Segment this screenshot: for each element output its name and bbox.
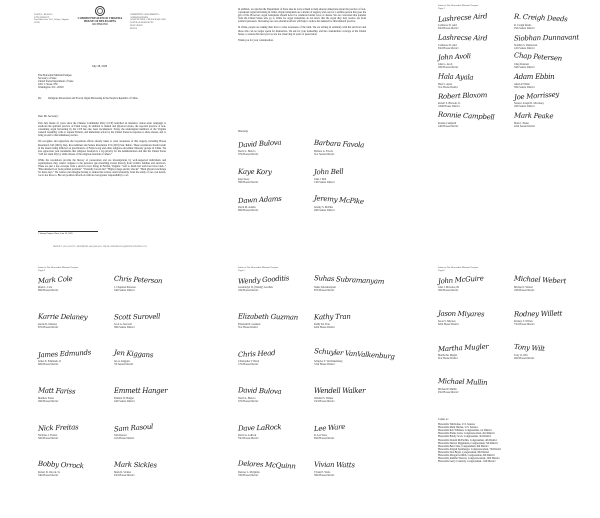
signer-district: 11th House District bbox=[114, 437, 135, 440]
signer-district: 91st House District bbox=[438, 357, 459, 360]
letter-body bbox=[38, 122, 166, 178]
letter-date: July 28, 2020 bbox=[92, 65, 108, 68]
signer-name: Gwendolyn W. (Wendy) Gooditis bbox=[238, 286, 273, 289]
paragraph: This July marks 21 years since the Chinese Communist Party (CCP) launched an intensive, nation-wide campaign to eradicate the spiritual practice of Falun Gong. In addition to mental and physical torture, the reported practice of non-consenting organ harvesting by the CCP has also been documented. Today, the undersigned members of the Virginia General Assembly write to request Federal, and immediate action by the United States in response to these abuses, and to bring an end to this inhumane practice. bbox=[38, 122, 166, 138]
handwritten-signature: Chap Petersen bbox=[513, 51, 563, 63]
signer-district: 72nd House District bbox=[314, 363, 335, 366]
virginia-seal-inner bbox=[97, 8, 103, 14]
signer-name: Barbara A. Favola bbox=[314, 150, 333, 153]
page-number: Page 4 bbox=[38, 268, 45, 272]
signer-district: 16th Senate District bbox=[514, 105, 535, 108]
copy-recipient: Honorable Elaine Luria, Congresswoman, 2nd District bbox=[438, 432, 495, 436]
sender-block bbox=[34, 14, 72, 25]
signer-name: Senator Joseph D. Morrissey bbox=[514, 102, 544, 105]
page-header-title: Letter to The Honorable Michael Pompeo bbox=[238, 266, 279, 269]
signer-name: Michael J. Webert bbox=[514, 286, 533, 289]
page-number: Page 6 bbox=[438, 268, 445, 272]
signer-district: 37th House District bbox=[238, 153, 259, 156]
signer-name: Tony O. Wilt bbox=[514, 354, 528, 357]
signer-district: 13th Senate District bbox=[314, 181, 335, 184]
handwritten-signature: Jen Kiggans bbox=[113, 348, 154, 360]
handwritten-signature: John Avoli bbox=[437, 52, 471, 62]
signer-district: 36th Senate District bbox=[114, 326, 135, 329]
committee-item: APPROPRIATIONS bbox=[130, 16, 149, 19]
recipient-address bbox=[38, 74, 168, 89]
page-header bbox=[238, 267, 278, 273]
paragraph: Thank you for your consideration. bbox=[238, 38, 274, 42]
page-header bbox=[38, 267, 78, 273]
handwritten-signature: Chris Head bbox=[237, 349, 276, 359]
handwritten-signature: R. Creigh Deeds bbox=[513, 12, 568, 24]
subject-line bbox=[38, 97, 168, 100]
handwritten-signature: John McGuire bbox=[437, 274, 484, 286]
paragraph: In addition, we ask that the Department of State take its tools at hand to help educate Americans about the practice of non-consensual organ harvesting in China. Organ transplants are a matter of urgency and care for a selfless person that goes the gift of life. However, organ transplants should never be conducted under force or duress. We are concerned that patients from the United States who go to China for organ transplants do not know that the organ they may receive are from political prisoners. Increasing our own education efforts will help to reduce the demand for this immoral practice. bbox=[238, 8, 366, 24]
signer-name: David L. Bulova bbox=[238, 397, 256, 400]
footnote: 1 Wormy Pompeo Tours, June 16, 2020 bbox=[38, 231, 98, 235]
subject-label: Re: bbox=[38, 97, 42, 100]
signer-name: Vivian E. Watts bbox=[314, 471, 331, 474]
signer-district: 7th Senate District bbox=[114, 363, 134, 366]
copy-recipient: Honorable Gerry Connolly, Congressman, 11th District bbox=[438, 460, 496, 464]
handwritten-signature: Jason Miyares bbox=[437, 309, 485, 319]
subject-text: Religious Persecution and Forced Organ Harvesting in the People's Republic of China bbox=[48, 97, 138, 100]
signer-district: 17th House District bbox=[238, 363, 259, 366]
signer-district: 100th House District bbox=[438, 105, 460, 108]
signer-district: 51st House District bbox=[438, 85, 459, 89]
handwritten-signature: Mark Sickles bbox=[113, 460, 157, 470]
signer-name: David A. LaRock bbox=[238, 434, 257, 437]
recipient-line: Secretary of State bbox=[38, 77, 57, 81]
signer-name: Elizabeth R. Guzman bbox=[238, 323, 261, 326]
recipient-line: Washington, D.C. 20520 bbox=[38, 86, 64, 90]
signer-name: Mark L. Cole bbox=[38, 286, 53, 289]
signer-district: 43rd House District bbox=[114, 474, 135, 477]
handwritten-signature: Michael Mullin bbox=[437, 377, 488, 387]
handwritten-signature: Bobby Orrock bbox=[37, 459, 84, 471]
recipient-line: United States Department of State bbox=[38, 80, 74, 84]
copies-entries bbox=[438, 423, 578, 463]
handwritten-signature: Dawn Adams bbox=[237, 194, 282, 206]
signer-district: 70th House District bbox=[238, 474, 259, 477]
committee-item: AGRICULTURE, CHESAPEAKE AND NATURAL RESOURCES bbox=[130, 19, 166, 25]
page-number: Page 5 bbox=[238, 268, 245, 272]
signer-district: 31st House District bbox=[238, 326, 259, 329]
copy-recipient: Honorable Ben Cline, Congressman, 6th District bbox=[438, 444, 489, 448]
signer-district: 88th House District bbox=[38, 289, 59, 292]
paragraph: In China, people are risking their lives to raise awareness of the truth. We are writing in solidarity with the survivors and those who can no longer speak for themselves. We ask for your leadership, and the considerable coverage of the United States, to ensure that next year we are not observing 22 years of persecution. bbox=[238, 26, 366, 36]
handwritten-signature: Kaye Kory bbox=[237, 167, 272, 177]
signer-name: John G. Avoli bbox=[438, 63, 453, 66]
handwritten-signature: Vivian Watts bbox=[313, 460, 355, 470]
copy-recipient: Honorable Rob Wittman, Congressman, 1st District bbox=[438, 429, 492, 433]
page-header bbox=[438, 267, 478, 273]
handwritten-signature: Mark Peake bbox=[513, 111, 554, 120]
handwritten-signature: Emmett Hanger bbox=[114, 387, 168, 395]
signer-name: Suhas Subramanyam bbox=[314, 286, 336, 289]
committee-item: RULES bbox=[130, 27, 137, 30]
letterhead-house: HOUSE OF DELEGATES bbox=[84, 20, 116, 24]
signer-district: 34th Senate District bbox=[114, 289, 135, 292]
handwritten-signature: Sam Rasoul bbox=[113, 422, 154, 434]
closing: Sincerely, bbox=[238, 130, 249, 133]
signer-name: Nicholas J. Freitas bbox=[38, 434, 58, 437]
letter-page-4 bbox=[2, 264, 198, 516]
letter-body bbox=[238, 8, 366, 42]
handwritten-signature: David Bulova bbox=[237, 386, 282, 396]
handwritten-signature: Kathy Tran bbox=[313, 312, 351, 322]
signer-district: 30th Senate District bbox=[514, 85, 535, 89]
letter-page-1 bbox=[2, 2, 198, 254]
signer-name: James E. Edmunds, II bbox=[38, 360, 61, 363]
letter-page-3 bbox=[402, 2, 598, 254]
signer-district: 63rd House District bbox=[438, 46, 459, 50]
signer-name: Mark D. Sickles bbox=[114, 471, 131, 474]
handwritten-signature: Wendell Walker bbox=[314, 387, 366, 395]
signer-name: Matthew Fariss bbox=[38, 397, 55, 400]
handwritten-signature: Joe Morrissey bbox=[513, 90, 560, 102]
handwritten-signature: Tony Wilt bbox=[513, 342, 545, 354]
signer-name: John J. McGuire, III bbox=[438, 286, 460, 289]
signer-district: 24th House District bbox=[438, 124, 459, 128]
page-header-title: Letter to The Honorable Michael Pompeo bbox=[438, 4, 479, 7]
copy-recipient: Honorable Denver Riggleman, Congressman, 5th District bbox=[438, 441, 498, 445]
paragraph: We recognize and appreciate the bi-partisan efforts already taken to raise awareness of this tragedy, including House Resolution 343 (2016), Rep. Ros-Lehtinen and Senate Resolution 274 (2019) Sen. Rubio. These resolutions should result in the fastest being inflicted on practitioners of Falun Gong and other religious and ethnic minority groups in China. We also appreciate your statements that religious freedom is a top priority for the Administration and that the United States "will not stand idly by while abuses of the religious freedom of others." bbox=[38, 140, 166, 156]
signer-district: 68th House District bbox=[238, 209, 259, 212]
copy-recipient: Honorable Donald McEachin, Congressman, 4th District bbox=[438, 438, 497, 442]
handwritten-signature: Suhas Subramanyam bbox=[313, 274, 385, 286]
handwritten-signature: Martha Mugler bbox=[437, 342, 489, 354]
recipient-line: The Honorable Michael Pompeo bbox=[38, 74, 72, 77]
signer-name: Jeremy S. McPike bbox=[314, 206, 333, 209]
copy-recipient: Honorable Tim Kaine, U.S. Senator bbox=[438, 423, 476, 427]
signer-name: David L. Bulova bbox=[238, 150, 256, 153]
recipient-line: 2201 C Street, NW bbox=[38, 83, 58, 87]
signer-name: R. Creigh Deeds bbox=[514, 24, 532, 27]
signer-name: R. Lee Ware bbox=[314, 434, 327, 437]
letterhead bbox=[72, 17, 128, 27]
signer-district: 26th House District bbox=[514, 357, 535, 360]
signer-name: Kaye Kory bbox=[238, 178, 250, 181]
signer-district: 39th House District bbox=[314, 474, 335, 477]
handwritten-signature: Wendy Gooditis bbox=[237, 274, 290, 286]
letterhead-footer: DISTRICT: (703) 310-6752 • RICHMOND: (804) 698-1037 • EMAIL: DELDBULOVA@HOUSE.VIRGINIA.GOV bbox=[52, 246, 148, 248]
signer-name: Karrie K. Delaney bbox=[38, 323, 58, 326]
signer-name: Rodney T. Willett bbox=[514, 320, 533, 323]
page-header bbox=[438, 5, 478, 11]
handwritten-signature: Dave LaRock bbox=[237, 423, 282, 433]
committee-heading: COMMITTEE ASSIGNMENTS: bbox=[130, 14, 160, 16]
signer-name: Emmett W. Hanger bbox=[114, 397, 134, 400]
copies-list bbox=[438, 418, 578, 463]
signer-district: 33rd House District bbox=[238, 437, 259, 440]
signer-district: 25th Senate District bbox=[514, 27, 535, 30]
signer-district: 22nd Senate District bbox=[514, 124, 536, 128]
signer-district: 18th House District bbox=[514, 289, 535, 292]
copy-recipient: Honorable Jennifer Wexton, Congresswoman, 10th District bbox=[438, 457, 500, 461]
paragraph: While the resolutions provide the history of persecution and are investigations by well-respected individuals and organizations, they cannot compare to the personal, gut-wrenching stories directly from victim's families and survivors. These are just a few excerpts from a survivor now living in Fairfax, Virginia: "Left to death bed with four blood and..." "Bloodstained lost from painful positions" "Violently forced diet" "High-voltage electric shocks" "Hard physical exchange for three days." We cannot even imagine having to endure this torture. And fortunately, from the safety of our own nation, we do not have to. But our position affords us with an even greater responsibility to act. bbox=[38, 158, 166, 178]
handwritten-signature: Karrie Delaney bbox=[37, 312, 88, 322]
signer-name: Martha M. Mugler bbox=[438, 354, 458, 357]
handwritten-signature: Nick Freitas bbox=[37, 423, 79, 433]
signer-name: Kathy KL Tran bbox=[314, 323, 330, 326]
copy-recipient: Honorable Don Beyer, Congressman, 8th District bbox=[438, 450, 490, 454]
handwritten-signature: Chris Peterson bbox=[113, 274, 163, 286]
signer-district: 30th House District bbox=[38, 437, 59, 440]
salutation: Dear Mr. Secretary: bbox=[38, 115, 59, 118]
signer-name: Schuyler T. VanValkenburg bbox=[314, 360, 343, 363]
signer-district: 59th House District bbox=[38, 400, 59, 403]
handwritten-signature: Elizabeth Guzman bbox=[237, 312, 299, 322]
handwritten-signature: Mark Cole bbox=[37, 274, 73, 286]
signer-name: Robert D. Orrock, Sr. bbox=[38, 471, 61, 474]
letter-page-2 bbox=[202, 2, 398, 254]
signer-name: Chap Petersen bbox=[514, 63, 529, 66]
signer-name: Hala S. Ayala bbox=[438, 82, 453, 86]
signer-district: 29th Senate District bbox=[314, 209, 335, 212]
copy-recipient: Honorable Morgan Griffith, Congressman, 9th District bbox=[438, 454, 495, 458]
signer-name: Robert S. Bloxom, Jr. bbox=[438, 102, 461, 105]
handwritten-signature: David Bulova bbox=[237, 138, 282, 150]
committee-item: EDUCATION bbox=[130, 24, 143, 27]
handwritten-signature: Adam Ebbin bbox=[514, 72, 555, 81]
page-header-title: Letter to The Honorable Michael Pompeo bbox=[38, 266, 79, 269]
handwritten-signature: Barbara Favola bbox=[313, 138, 365, 150]
page-number: Page 3 bbox=[438, 6, 445, 10]
signer-district: 37th House District bbox=[238, 400, 259, 403]
signer-district: 67th House District bbox=[38, 326, 59, 329]
signer-name: J. Chapman Petersen bbox=[114, 286, 136, 289]
signer-district: 42nd House District bbox=[314, 326, 335, 329]
handwritten-signature: Rodney Willett bbox=[513, 309, 563, 319]
signer-district: 65th House District bbox=[314, 437, 335, 440]
signer-name: Mark J. Peake bbox=[514, 121, 529, 125]
signer-name: Adam P. Ebbin bbox=[514, 82, 530, 86]
signer-name: Jason S. Miyares bbox=[438, 320, 456, 323]
handwritten-signature: Hala Ayala bbox=[437, 71, 474, 82]
handwritten-signature: Scott Surovell bbox=[113, 312, 161, 322]
letter-page-6 bbox=[402, 264, 598, 516]
committee-block bbox=[130, 14, 174, 30]
page-header-title: Letter to The Honorable Michael Pompeo bbox=[438, 266, 479, 269]
handwritten-signature: Matt Fariss bbox=[37, 386, 76, 396]
signer-name: Lashrecse D. Aird bbox=[438, 43, 457, 47]
signer-district: 54th House District bbox=[38, 474, 59, 477]
signer-district: 73rd House District bbox=[514, 323, 535, 326]
copy-recipient: Honorable Abigail Spanberger, Congresswoman, 7th District bbox=[438, 447, 502, 451]
signer-name: Siobhan S. Dunnavant bbox=[514, 43, 538, 47]
handwritten-signature: Siobhan Dunnavant bbox=[513, 32, 579, 43]
handwritten-signature: Michael Webert bbox=[513, 274, 567, 286]
copy-recipient: Honorable Bobby Scott, Congressman, 3rd District bbox=[438, 435, 492, 439]
sender-address: Post Office Box 1351, Fairfax, Virginia 22038 bbox=[34, 19, 69, 25]
signer-name: Sam Rasoul bbox=[114, 434, 127, 437]
handwritten-signature: Delores McQuinn bbox=[237, 459, 296, 471]
signer-name: Ronnie Campbell bbox=[438, 121, 457, 125]
signer-district: 60th House District bbox=[38, 363, 59, 366]
handwritten-signature: Lashrecse Aird bbox=[437, 33, 488, 42]
copies-label: Copies to: bbox=[438, 418, 449, 421]
signer-district: 93rd House District bbox=[438, 391, 459, 394]
signer-name: Dawn M. Adams bbox=[238, 206, 256, 209]
signer-name: Michael P. Mullin bbox=[438, 388, 457, 391]
signer-name: Scott A. Surovell bbox=[114, 323, 132, 326]
handwritten-signature: James Edmunds bbox=[37, 348, 92, 360]
handwritten-signature: Schuyler VanValkenburg bbox=[313, 347, 395, 361]
handwritten-signature: John Bell bbox=[313, 167, 344, 177]
handwritten-signature: Robert Bloxom bbox=[437, 91, 488, 101]
signer-name: Jen A. Kiggans bbox=[114, 360, 130, 363]
signer-district: 34th Senate District bbox=[514, 66, 535, 69]
signer-district: 24th Senate District bbox=[114, 400, 135, 403]
letter-page-5 bbox=[202, 264, 398, 516]
letterhead-city: RICHMOND bbox=[92, 23, 108, 27]
signer-district: 10th House District bbox=[238, 289, 259, 292]
signer-name: Lashrecse D. Aird bbox=[438, 24, 457, 27]
sender-district: 37TH DISTRICT bbox=[34, 16, 50, 19]
signer-name: Delores L. McQuinn bbox=[238, 471, 260, 474]
letterhead-commonwealth: COMMONWEALTH OF VIRGINIA bbox=[77, 17, 123, 20]
signer-district: 63rd House District bbox=[438, 27, 459, 30]
signer-name: Wendell S. Walker bbox=[314, 397, 334, 400]
signer-name: John J. Bell bbox=[314, 178, 327, 181]
handwritten-signature: Lashrecse Aird bbox=[437, 12, 488, 24]
signer-district: 23rd House District bbox=[314, 400, 335, 403]
signer-district: 56th House District bbox=[438, 289, 459, 292]
signer-name: Christopher T. Head bbox=[238, 360, 260, 363]
signer-district: 20th House District bbox=[438, 66, 459, 69]
signer-district: 31st Senate District bbox=[314, 153, 335, 156]
handwritten-signature: Jeremy McPike bbox=[313, 194, 364, 206]
handwritten-signature: Ronnie Campbell bbox=[437, 110, 495, 121]
signer-district: 38th House District bbox=[238, 181, 259, 184]
sender-name: DAVID L. BULOVA bbox=[34, 14, 53, 16]
signer-district: 12th Senate District bbox=[514, 46, 535, 50]
handwritten-signature: Lee Ware bbox=[313, 422, 346, 434]
signer-district: 82nd House District bbox=[438, 323, 459, 326]
copy-recipient: Honorable Mark Warner, U.S. Senator bbox=[438, 426, 478, 430]
signer-district: 87th House District bbox=[314, 289, 335, 292]
